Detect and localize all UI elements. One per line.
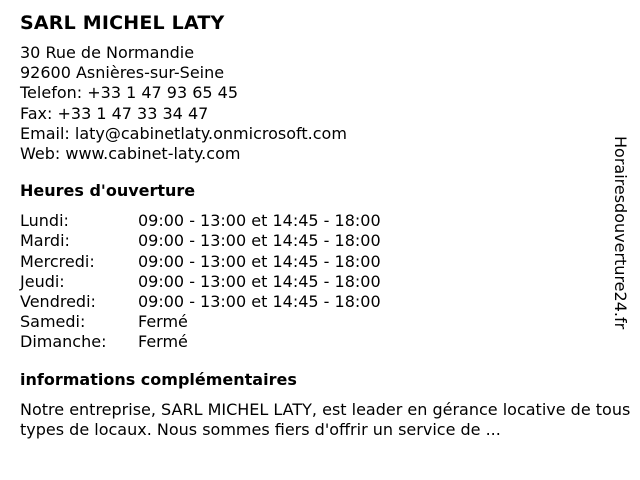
day-label: Vendredi:: [20, 292, 96, 312]
address-street: 30 Rue de Normandie: [20, 43, 195, 62]
fax-number: Fax: +33 1 47 33 34 47: [20, 103, 209, 123]
company-name: SARL MICHEL LATY: [20, 12, 225, 34]
website-url: Web: www.cabinet-laty.com: [20, 144, 241, 164]
time-value: 09:00 - 13:00 et 14:45 - 18:00: [138, 251, 381, 271]
time-value: 09:00 - 13:00 et 14:45 - 18:00: [138, 292, 381, 312]
day-label: Lundi:: [20, 211, 69, 231]
contact-block: [20, 43, 630, 164]
day-label: Samedi:: [20, 312, 86, 332]
hours-row-sunday: [20, 332, 630, 352]
additional-info-text: Notre entreprise, SARL MICHEL LATY, est leader en gérance locative de tous types de locaux. Nous sommes fiers d'offrir un service de ...: [20, 399, 631, 440]
phone-number: Telefon: +33 1 47 93 65 45: [20, 83, 239, 103]
hours-row-wednesday: [20, 252, 630, 272]
time-value: 09:00 - 13:00 et 14:45 - 18:00: [138, 271, 381, 291]
time-value: 09:00 - 13:00 et 14:45 - 18:00: [138, 231, 381, 251]
time-value: Fermé: [138, 312, 188, 332]
hours-row-friday: [20, 292, 630, 312]
address-city: 92600 Asnières-sur-Seine: [20, 63, 225, 83]
hours-row-monday: [20, 211, 630, 231]
hours-row-saturday: [20, 312, 630, 332]
opening-hours-heading: Heures d'ouverture: [20, 181, 196, 201]
day-label: Jeudi:: [20, 271, 65, 291]
opening-hours-table: [20, 211, 630, 352]
day-label: Mardi:: [20, 231, 70, 251]
time-value: 09:00 - 13:00 et 14:45 - 18:00: [138, 211, 381, 231]
additional-info-heading: informations complémentaires: [20, 369, 297, 389]
day-label: Dimanche:: [20, 332, 107, 352]
site-watermark: Horairesdouverture24.fr: [611, 136, 630, 330]
hours-row-tuesday: [20, 231, 630, 251]
email-address: Email: laty@cabinetlaty.onmicrosoft.com: [20, 123, 347, 143]
day-label: Mercredi:: [20, 251, 95, 271]
time-value: Fermé: [138, 332, 188, 352]
business-card: [20, 10, 630, 441]
hours-row-thursday: [20, 272, 630, 292]
